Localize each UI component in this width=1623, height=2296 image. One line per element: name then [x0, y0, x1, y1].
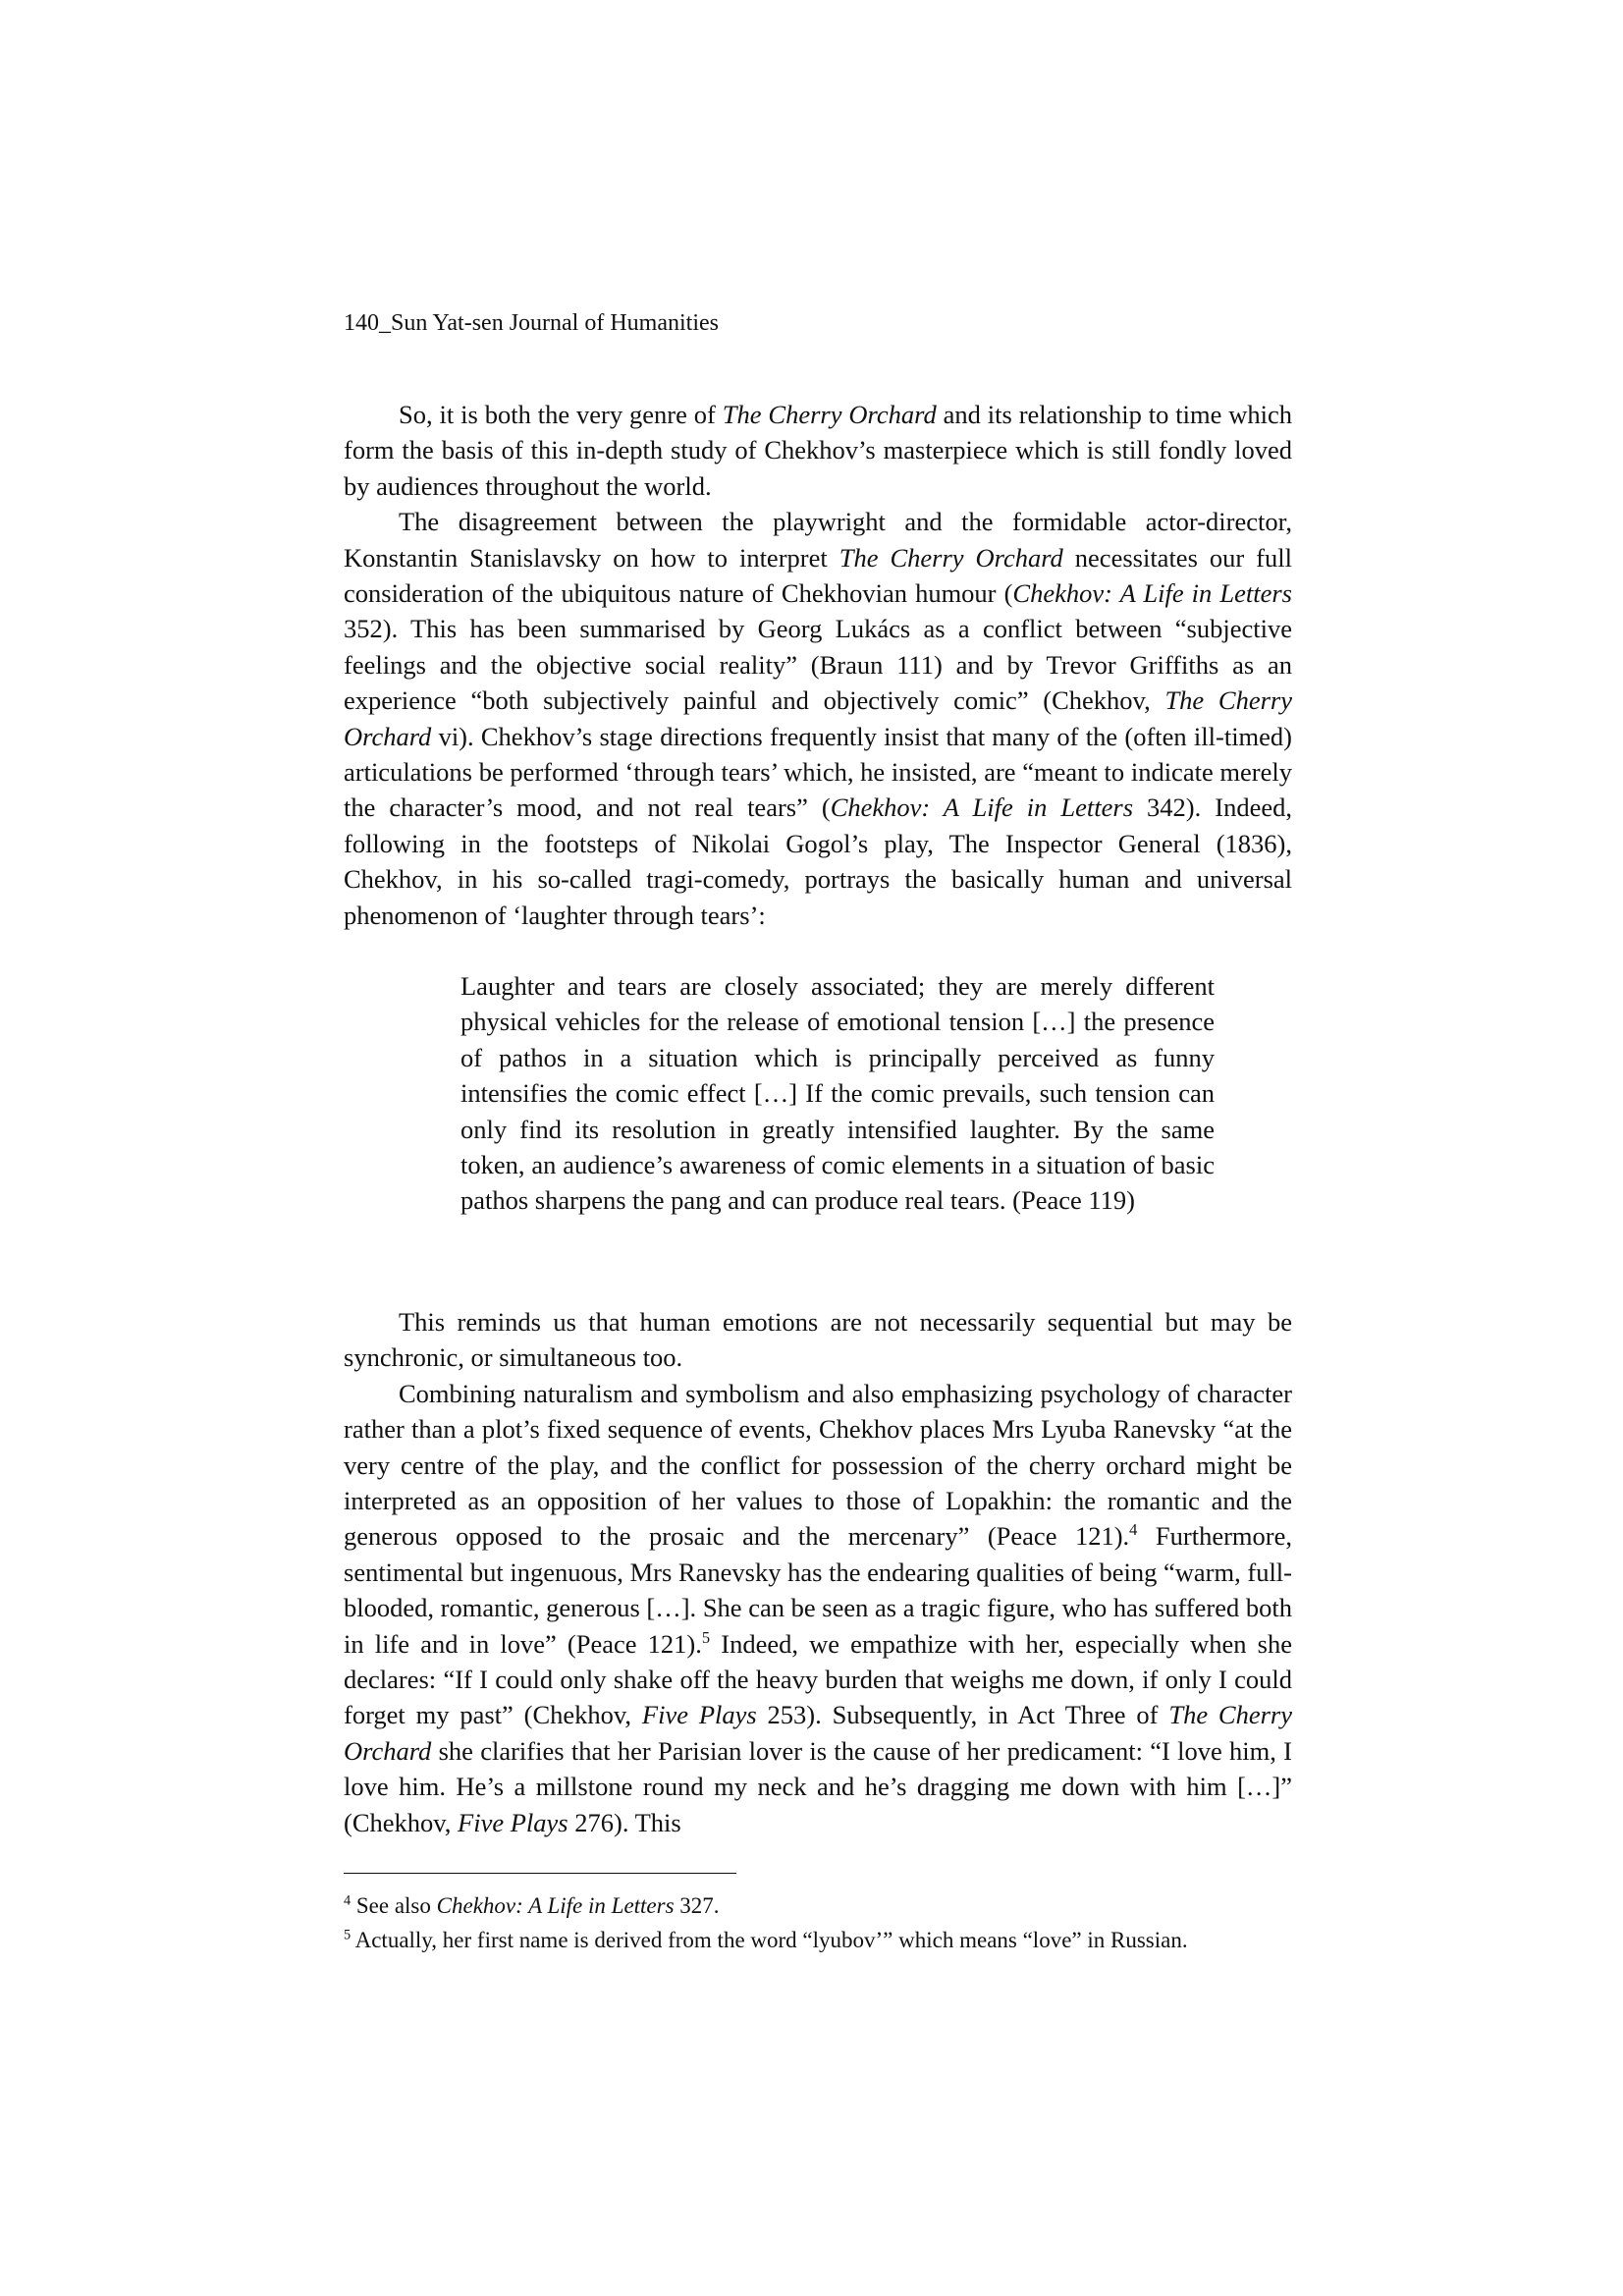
italic-title: Chekhov: A Life in Letters	[436, 1893, 675, 1918]
text-run: The disagreement between the playwright and the formidable actor-director, Konstantin Stanislavsky on how to interpret	[344, 507, 1292, 573]
running-head: 140_Sun Yat-sen Journal of Humanities	[344, 310, 719, 336]
italic-title: Chekhov: A Life in Letters	[830, 793, 1134, 823]
block-quote	[460, 968, 1215, 1219]
footnote-marker: 5	[701, 1627, 711, 1647]
footnote-5	[344, 1923, 1325, 1957]
text-run: This reminds us that human emotions are not necessarily sequential but may be synchronic, or simultaneous too.	[344, 1307, 1292, 1373]
body-text-block-1	[344, 397, 1292, 933]
text-run: she clarifies that her Parisian lover is the cause of her predicament: “I love him, I love him. He’s a millstone round my neck and he’s dragging me down with him […]” (Chekhov,	[344, 1735, 1292, 1837]
text-run: See also	[351, 1893, 437, 1918]
italic-title: The Cherry Orchard	[344, 1700, 1292, 1766]
text-run: and its relationship to time which form the basis of this in-depth study of Chekhov’s masterpiece which is still fondly loved by audiences throughout the world.	[344, 400, 1293, 501]
text-run: Furthermore, sentimental but ingenuous, Mrs Ranevsky has the endearing qualities of being “warm, full-blooded, romantic, generous […]. She can be seen as a tragic figure, who has suffered both in life and in love” (Peace 121).	[344, 1521, 1292, 1659]
footnote-marker: 4	[344, 1892, 352, 1909]
text-run: Indeed, we empathize with her, especially when she declares: “If I could only shake off the heavy burden that weighs me down, if only I could forget my past” (Chekhov,	[344, 1628, 1292, 1730]
italic-title: Five Plays	[641, 1700, 757, 1730]
paragraph-4	[344, 1376, 1292, 1840]
text-run: So, it is both the very genre of	[399, 400, 723, 429]
paragraph-3	[344, 1304, 1292, 1376]
text-run: Laughter and tears are closely associated; they are merely different physical vehicles for the release of emotional tension […] the presence of pathos in a situation which is principally perceived as funny intensifies the comic effect […] If the comic prevails, such tension can only find its resolution in greatly intensified laughter. By the same token, an audience’s awareness of comic elements in a situation of basic pathos sharpens the pang and can produce real tears. (Peace 119)	[460, 971, 1215, 1216]
footnote-separator	[344, 1873, 736, 1874]
paragraph-1	[344, 397, 1292, 504]
text-run: 327.	[674, 1893, 720, 1918]
text-run: 342). Indeed, following in the footsteps of Nikolai Gogol’s play, The Inspector General (1836), Chekhov, in his so-called tragi-comedy, portrays the basically human and universal phenomenon of ‘laughter through tears’:	[344, 793, 1292, 930]
italic-title: The Cherry Orchard	[344, 685, 1292, 751]
text-run: 253). Subsequently, in Act Three of	[756, 1700, 1169, 1730]
italic-title: Chekhov: A Life in Letters	[1012, 578, 1292, 609]
text-run: Actually, her first name is derived from the word “lyubov’” which means “love” in Russian.	[351, 1928, 1188, 1952]
body-text-block-2	[344, 1304, 1292, 1840]
italic-title: The Cherry Orchard	[722, 400, 937, 429]
paragraph-2	[344, 504, 1292, 933]
footnote-marker: 4	[1129, 1520, 1138, 1540]
text-run: Combining naturalism and symbolism and also emphasizing psychology of character rather than a plot’s fixed sequence of events, Chekhov places Mrs Lyuba Ranevsky “at the very centre of the play, and the conflict for possession of the cherry orchard might be interpreted as an opposition of her values to those of Lopakhin: the romantic and the generous opposed to the prosaic and the mercenary” (Peace 121).	[344, 1378, 1292, 1552]
text-run: vi). Chekhov’s stage directions frequently insist that many of the (often ill-timed) articulations be performed ‘through tears’ which, he insisted, are “meant to indicate merely the character’s mood, and not real tears” (	[344, 721, 1292, 823]
italic-title: Five Plays	[458, 1807, 568, 1837]
text-run: necessitates our full consideration of the ubiquitous nature of Chekhovian humour (	[344, 542, 1292, 609]
italic-title: The Cherry Orchard	[839, 542, 1063, 573]
text-run: 352). This has been summarised by Georg Lukács as a conflict between “subjective feelings and the objective social reality” (Braun 111) and by Trevor Griffiths as an experience “both subjectively painful and objectively comic” (Chekhov,	[344, 614, 1292, 716]
footnote-marker: 5	[344, 1927, 352, 1943]
footnotes	[344, 1888, 1325, 1957]
footnote-4	[344, 1888, 1325, 1923]
text-run: 276). This	[568, 1807, 681, 1837]
